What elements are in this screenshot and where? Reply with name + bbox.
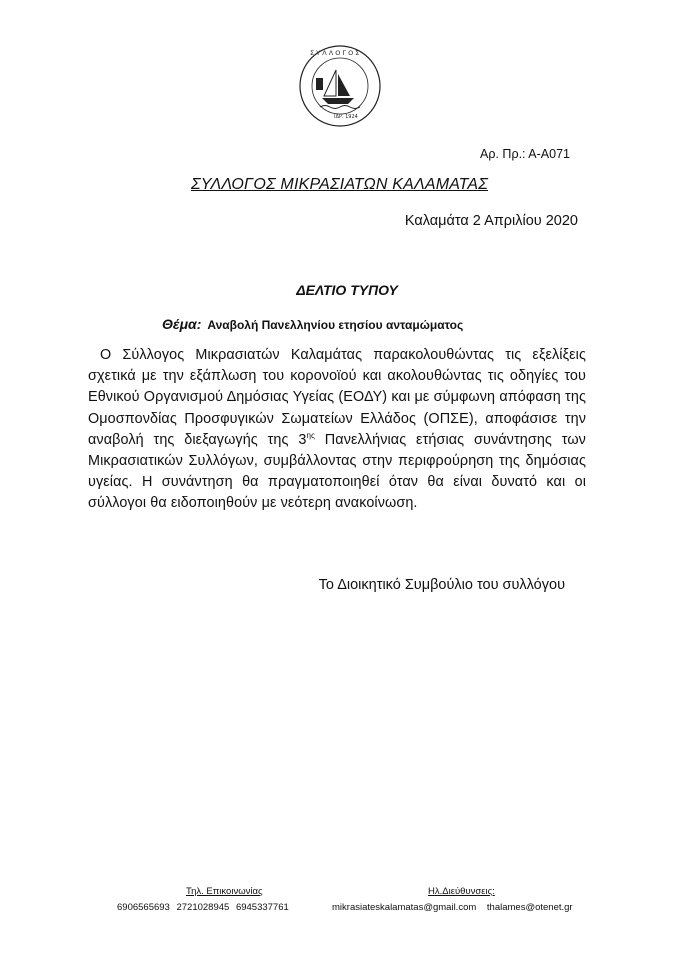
place-date: Καλαμάτα 2 Απριλίου 2020: [404, 213, 578, 229]
organization-title: ΣΥΛΛΟΓΟΣ ΜΙΚΡΑΣΙΑΤΩΝ ΚΑΛΑΜΑΤΑΣ: [190, 176, 489, 193]
footer-emails: mikrasiateskalamatas@gmail.com thalames@otenet.gr: [332, 902, 573, 913]
footer-phones: 6906565693 2721028945 6945337761: [117, 902, 289, 913]
body-text-part-2: Πανελλήνιας ετήσιας συνάντησης των Μικρασιατικών Συλλόγων, συμβάλλοντας στην περιφρούρηση της δημόσιας υγείας. Η συνάντηση θα πραγματοποιηθεί όταν θα είναι δυνατό και οι σύλλογοι θα ειδοποιηθούν με νεότερη ανακοίνωση.: [88, 431, 586, 512]
subject-label: Θέμα:: [162, 316, 202, 332]
signature-line: Το Διοικητικό Συμβούλιο του συλλόγου: [318, 577, 565, 593]
seal-year-text: ΙΔΡ. 1924: [334, 114, 358, 120]
reference-number: Αρ. Πρ.: Α-Α071: [480, 147, 570, 161]
organization-seal-logo: [290, 44, 390, 128]
footer-emails-label: Ηλ.Διεύθυνσεις:: [428, 886, 495, 897]
footer-phones-label: Τηλ. Επικοινωνίας: [186, 886, 263, 897]
body-paragraph: [88, 345, 586, 515]
svg-text:Σ Υ Λ Λ Ο Γ Ο Σ: Σ Υ Λ Λ Ο Γ Ο Σ: [310, 49, 360, 57]
subject-line: [162, 316, 463, 332]
press-release-heading: ΔΕΛΤΙΟ ΤΥΠΟΥ: [296, 282, 398, 298]
subject-text: Αναβολή Πανελληνίου ετησίου ανταμώματος: [207, 318, 464, 332]
ordinal-superscript: ης: [306, 430, 315, 440]
body-text-part-1: Ο Σύλλογος Μικρασιατών Καλαμάτας παρακολουθώντας τις εξελίξεις σχετικά με την εξάπλωση του κορονοϊού και ακολουθώντας τις οδηγίες του Εθνικού Οργανισμού Δημόσιας Υγείας (ΕΟΔΥ) και με σύμφωνη απόφαση της Ομοσπονδίας Προσφυγικών Σωματείων Ελλάδος (ΟΠΣΕ), αποφάσισε την αναβολή της διεξαγωγής της 3: [88, 347, 586, 448]
